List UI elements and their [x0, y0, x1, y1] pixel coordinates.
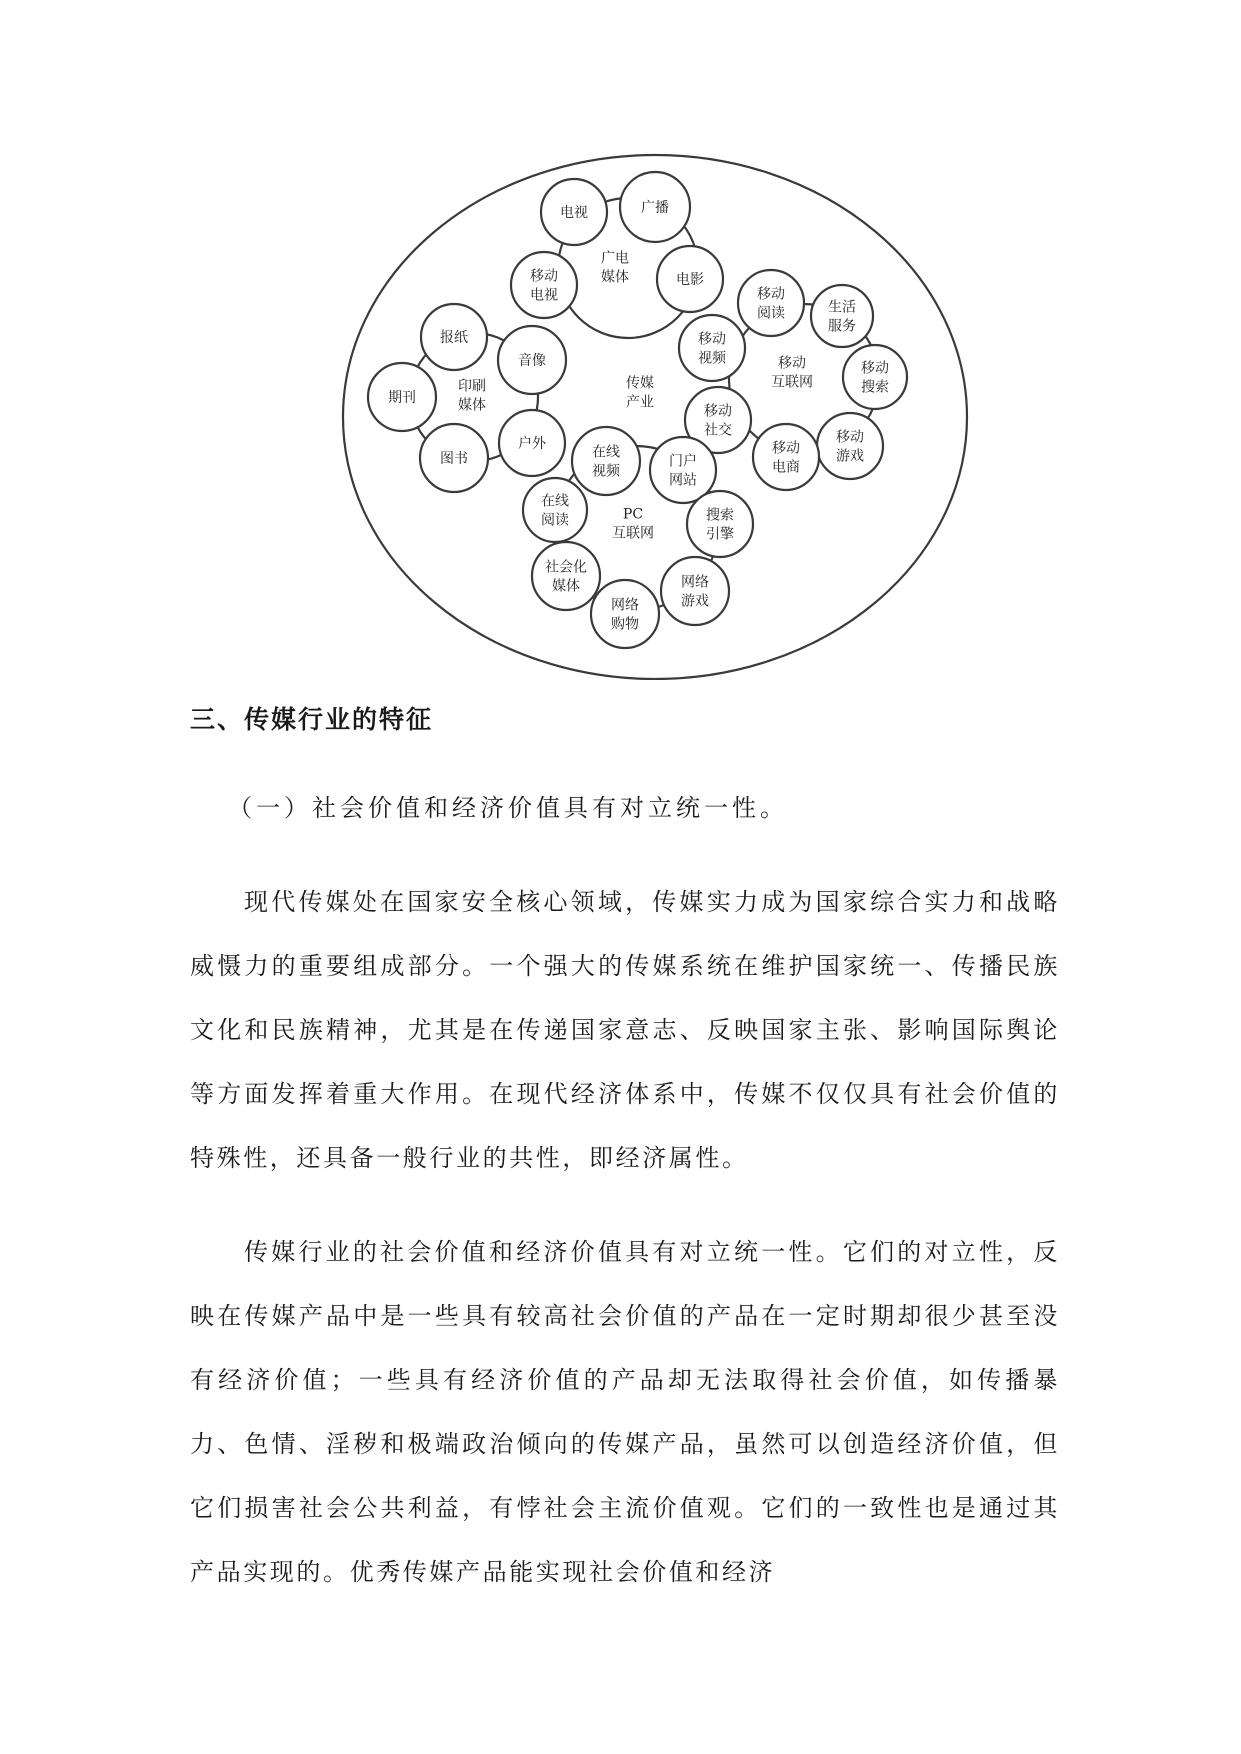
diagram-label-line: 电商 — [772, 459, 800, 476]
diagram-label-line: 媒体 — [458, 397, 486, 414]
svg-text:电影 — [676, 271, 704, 288]
diagram-label-line: 期刊 — [388, 390, 416, 406]
diagram-label-line: PC — [622, 506, 644, 523]
diagram-label-line: 广播 — [641, 200, 669, 216]
svg-text:广播 — [641, 199, 669, 216]
node-books — [420, 424, 488, 492]
node-life-service — [811, 285, 873, 347]
section-heading: 三、传媒行业的特征 — [190, 705, 434, 734]
diagram-label-line: 移动 — [698, 331, 726, 348]
svg-text:音像 — [518, 353, 546, 369]
node-online-reading — [523, 478, 587, 542]
node-mobile-video — [679, 315, 745, 381]
diagram-label-line: 电影 — [676, 272, 704, 288]
diagram-label-line: 移动 — [757, 286, 785, 303]
svg-text:电视 — [560, 204, 588, 221]
diagram-label-line: 移动 — [772, 440, 800, 457]
node-tv — [541, 179, 607, 245]
node-newspaper — [421, 304, 487, 370]
diagram-label-line: 移动 — [530, 268, 558, 285]
node-periodical — [368, 363, 436, 431]
diagram-label-line: 社交 — [704, 422, 732, 439]
diagram-label-line: 购物 — [611, 616, 639, 633]
diagram-label-line: 网络 — [611, 597, 639, 614]
diagram-label-line: 互联网 — [771, 374, 813, 391]
diagram-label-line: 互联网 — [612, 525, 654, 542]
diagram-label-line: 网络 — [681, 574, 709, 591]
diagram-label-line: 搜索 — [706, 507, 734, 524]
node-online-shopping — [591, 580, 659, 648]
diagram-label-line: 户外 — [518, 436, 546, 452]
diagram-label-line: 音像 — [518, 353, 546, 369]
diagram-label-line: 图书 — [440, 451, 468, 467]
node-search-engine — [687, 491, 753, 557]
svg-text:报纸 — [440, 329, 468, 346]
node-mobile-tv — [511, 252, 577, 318]
node-mobile-game — [817, 413, 883, 479]
diagram-label-line: 阅读 — [757, 305, 785, 322]
diagram-label-line: 产业 — [626, 394, 654, 411]
diagram-label-line: 门户 — [669, 453, 697, 470]
svg-text:户外 — [518, 436, 547, 452]
diagram-label-line: 引擎 — [706, 526, 734, 543]
svg-text:图书 — [440, 450, 468, 467]
node-online-video — [572, 427, 640, 495]
diagram-label-line: 服务 — [828, 318, 856, 335]
diagram-label-line: 电视 — [560, 205, 588, 221]
diagram-label-line: 媒体 — [601, 269, 629, 286]
node-social-media — [532, 542, 600, 610]
body-paragraph-2: 传媒行业的社会价值和经济价值具有对立统一性。它们的对立性，反映在传媒产品中是一些具有较高社会价值的产品在一定时期却很少甚至没有经济价值；一些具有经济价值的产品却无法取得社会价值，如传播暴力、色情、淫秽和极端政治倾向的传媒产品，虽然可以创造经济价值，但它们损害社会公共利益，有悖社会主流价值观。它们的一致性也是通过其产品实现的。优秀传媒产品能实现社会价值和经济 — [190, 1238, 1060, 1586]
diagram-label-line: 移动 — [704, 403, 732, 420]
node-outdoor — [499, 410, 565, 476]
diagram-label-line: 传媒 — [626, 375, 654, 392]
diagram-label-line: 游戏 — [681, 593, 709, 610]
diagram-label-line: 广电 — [601, 250, 629, 267]
node-mobile-commerce — [753, 424, 819, 490]
diagram-label-line: 在线 — [592, 444, 620, 461]
diagram-label-line: 印刷 — [458, 378, 486, 395]
diagram-label-line: 电视 — [530, 287, 558, 304]
section-subheading: （一）社会价值和经济价值具有对立统一性。 — [228, 794, 788, 822]
diagram-label-line: 游戏 — [836, 448, 864, 465]
diagram-label-line: 在线 — [541, 493, 569, 510]
diagram-label-line: 阅读 — [541, 512, 569, 529]
diagram-label-line: 报纸 — [440, 330, 468, 346]
diagram-label-line: 移动 — [861, 360, 889, 377]
node-mobile-search — [843, 345, 907, 409]
node-audio-video — [498, 326, 566, 394]
diagram-label-line: 视频 — [698, 350, 726, 367]
diagram-label-line: 媒体 — [552, 578, 580, 595]
diagram-label-line: 生活 — [828, 299, 856, 316]
diagram-label-line: 网站 — [669, 472, 697, 489]
node-online-game — [661, 557, 729, 625]
body-paragraph-1: 现代传媒处在国家安全核心领域，传媒实力成为国家综合实力和战略威慑力的重要组成部分。一个强大的传媒系统在维护国家统一、传播民族文化和民族精神，尤其是在传递国家意志、反映国家主张、影响国际舆论等方面发挥着重大作用。在现代经济体系中，传媒不仅仅具有社会价值的特殊性，还具备一般行业的共性，即经济属性。 — [190, 888, 1060, 1172]
diagram-label-line: 移动 — [836, 429, 864, 446]
media-industry-diagram — [0, 0, 1241, 680]
diagram-label-line: 搜索 — [861, 379, 889, 396]
node-radio — [620, 172, 690, 242]
diagram-label-line: 社会化 — [545, 559, 587, 576]
diagram-label-line: 视频 — [592, 463, 620, 480]
node-mobile-reading — [738, 270, 804, 336]
node-film — [657, 246, 723, 312]
svg-text:期刊 — [388, 389, 416, 406]
diagram-label-line: 移动 — [778, 355, 806, 372]
